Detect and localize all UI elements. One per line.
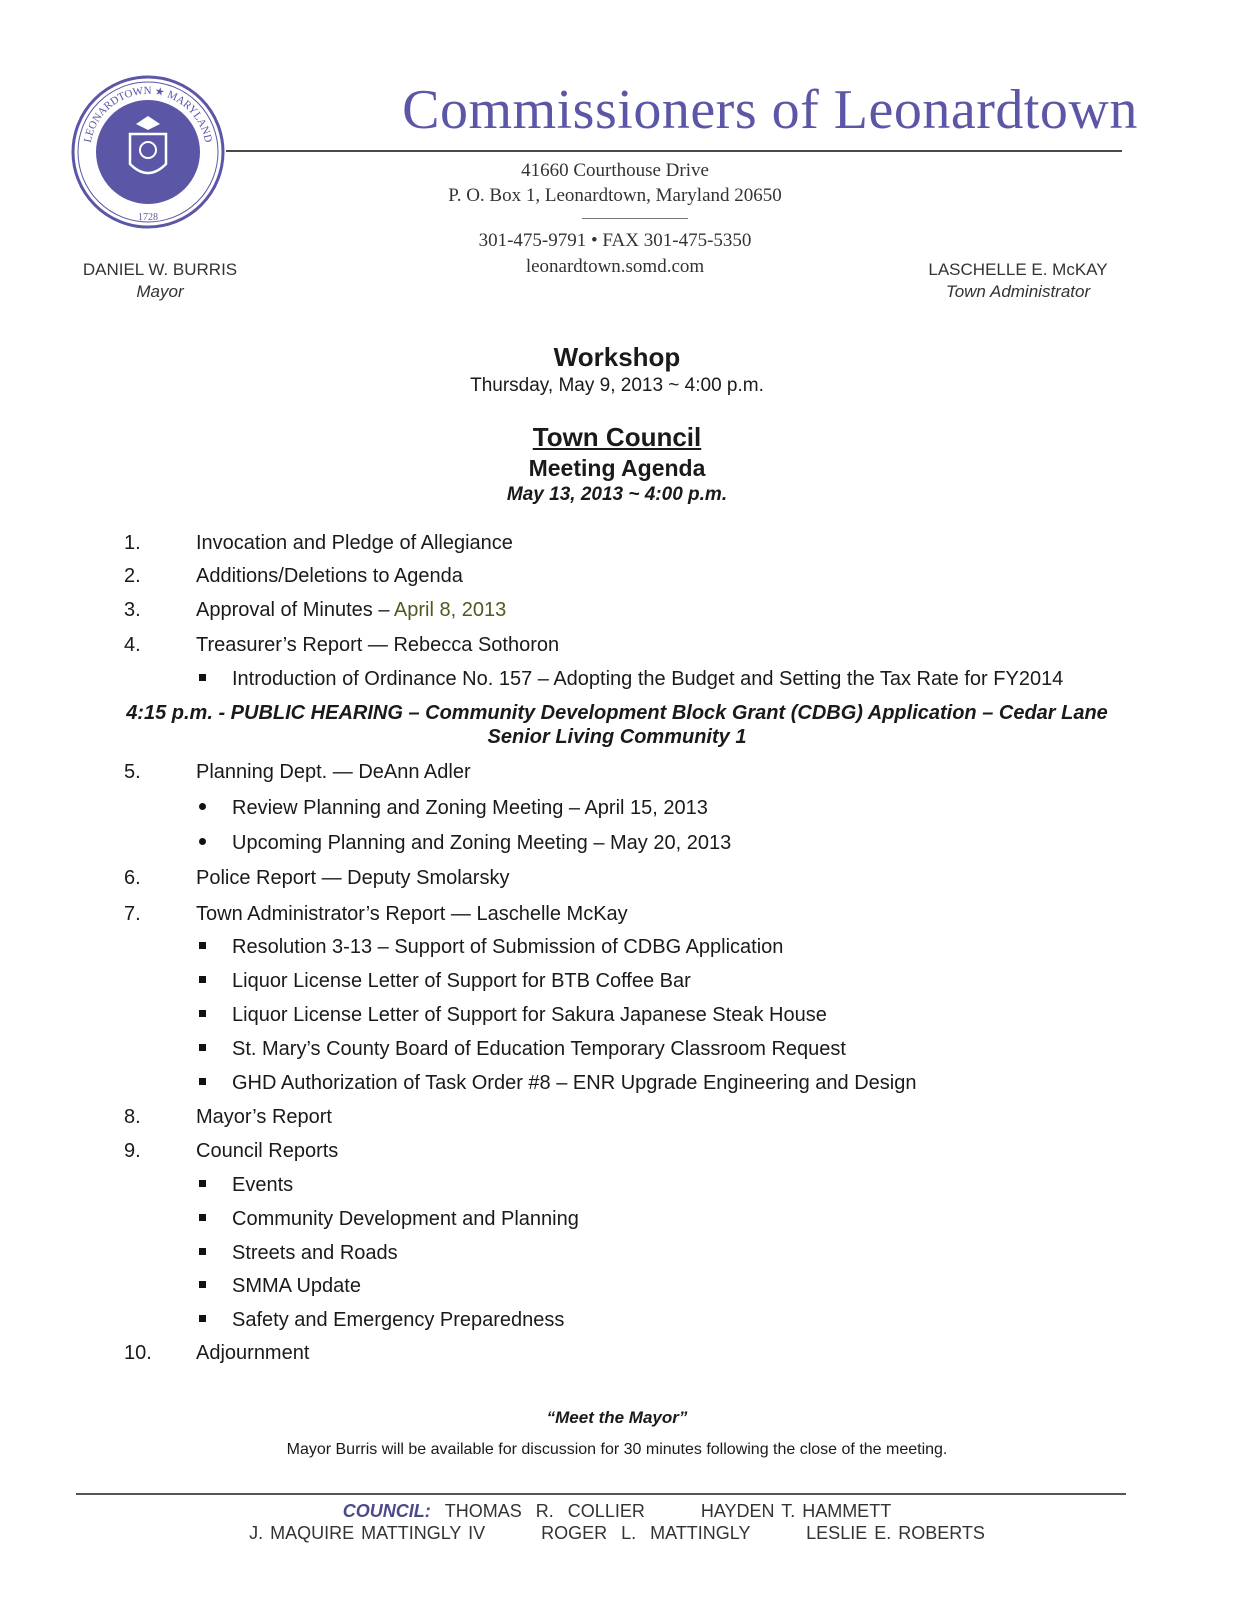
item-7-sub-4: St. Mary’s County Board of Education Temporary Classroom Request xyxy=(232,1038,846,1060)
item-9-sub-4: SMMA Update xyxy=(232,1275,361,1297)
letterhead-rule xyxy=(226,150,1122,152)
item-3 xyxy=(196,598,506,622)
item-7-sub-2: Liquor License Letter of Support for BTB Coffee Bar xyxy=(232,970,691,992)
item-5-number: 5. xyxy=(124,761,141,783)
item-7-sub-3: Liquor License Letter of Support for Sakura Japanese Steak House xyxy=(232,1004,827,1026)
item-7-sub-1: Resolution 3-13 – Support of Submission of CDBG Application xyxy=(232,936,784,958)
administrator-block xyxy=(898,259,1138,303)
item-2-number: 2. xyxy=(124,565,141,587)
meeting-agenda-title: Meeting Agenda xyxy=(528,455,706,481)
meet-the-mayor-text: Mayor Burris will be available for discussion for 30 minutes following the close of the meeting. xyxy=(286,1441,948,1458)
item-10-number: 10. xyxy=(124,1342,152,1364)
mayor-title: Mayor xyxy=(136,282,184,301)
phone-fax: 301-475-9791 • FAX 301-475-5350 xyxy=(478,230,752,251)
bullet-icon xyxy=(199,1078,206,1085)
address-line-2: P. O. Box 1, Leonardtown, Maryland 20650 xyxy=(448,185,782,206)
workshop-date: Thursday, May 9, 2013 ~ 4:00 p.m. xyxy=(470,375,764,396)
seal-year: 1728 xyxy=(138,212,158,223)
item-8-text: Mayor’s Report xyxy=(196,1106,332,1128)
bullet-icon xyxy=(199,1214,206,1221)
item-3-date: April 8, 2013 xyxy=(393,599,507,621)
item-9-text: Council Reports xyxy=(196,1140,339,1162)
item-1-number: 1. xyxy=(124,532,141,554)
mayor-name: DANIEL W. BURRIS xyxy=(82,260,238,279)
bullet-icon xyxy=(199,1180,206,1187)
item-9-sub-5: Safety and Emergency Preparedness xyxy=(232,1309,565,1331)
item-9-sub-2: Community Development and Planning xyxy=(232,1208,579,1230)
seal-text: LEONARDTOWN ★ MARYLAND xyxy=(81,84,215,144)
item-5-sub-2: Upcoming Planning and Zoning Meeting – May 20, 2013 xyxy=(232,832,732,854)
address-separator xyxy=(582,218,688,219)
letterhead-title: Commissioners of Leonardtown xyxy=(402,79,1138,141)
item-6-text: Police Report — Deputy Smolarsky xyxy=(196,867,510,889)
mayor-block xyxy=(50,259,270,303)
bullet-icon xyxy=(199,1044,206,1051)
workshop-title: Workshop xyxy=(553,342,681,372)
council-line-2: J. MAQUIRE MATTINGLY IV ROGER L. MATTINGLY LESLIE E. ROBERTS xyxy=(249,1523,985,1543)
council-label: COUNCIL: xyxy=(342,1501,445,1521)
bullet-icon xyxy=(199,976,206,983)
meet-the-mayor-title: “Meet the Mayor” xyxy=(546,1408,688,1427)
item-4-sub-1: Introduction of Ordinance No. 157 – Adopting the Budget and Setting the Tax Rate for FY2014 xyxy=(232,668,1064,690)
item-4-number: 4. xyxy=(124,634,141,656)
seal-graphic xyxy=(70,74,226,230)
bullet-icon xyxy=(199,1281,206,1288)
footer-rule xyxy=(76,1493,1126,1495)
council-members-1: THOMAS R. COLLIER HAYDEN T. HAMMETT xyxy=(444,1501,892,1521)
item-3-number: 3. xyxy=(124,599,141,621)
item-8-number: 8. xyxy=(124,1106,141,1128)
item-10-text: Adjournment xyxy=(196,1342,310,1364)
item-9-sub-1: Events xyxy=(232,1174,294,1196)
item-4-text: Treasurer’s Report — Rebecca Sothoron xyxy=(196,634,560,656)
item-7-number: 7. xyxy=(124,903,141,925)
public-hearing-line-2: Senior Living Community 1 xyxy=(487,726,747,748)
meeting-date: May 13, 2013 ~ 4:00 p.m. xyxy=(506,484,728,505)
bullet-icon xyxy=(199,803,206,810)
council-line-1 xyxy=(0,1501,1234,1522)
item-2-text: Additions/Deletions to Agenda xyxy=(196,565,463,587)
public-hearing-line-1: 4:15 p.m. - PUBLIC HEARING – Community Development Block Grant (CDBG) Application – Cedar Lane xyxy=(126,702,1108,724)
item-9-number: 9. xyxy=(124,1140,141,1162)
administrator-title: Town Administrator xyxy=(945,282,1091,301)
administrator-name: LASCHELLE E. McKAY xyxy=(928,260,1108,279)
item-3-text: Approval of Minutes – xyxy=(196,599,394,621)
item-9-sub-3: Streets and Roads xyxy=(232,1242,398,1264)
bullet-icon xyxy=(199,838,206,845)
item-1-text: Invocation and Pledge of Allegiance xyxy=(196,532,513,554)
bullet-icon xyxy=(199,1315,206,1322)
item-7-sub-5: GHD Authorization of Task Order #8 – ENR Upgrade Engineering and Design xyxy=(232,1072,917,1094)
website: leonardtown.somd.com xyxy=(525,256,705,277)
bullet-icon xyxy=(199,674,206,681)
bullet-icon xyxy=(199,1248,206,1255)
item-5-text: Planning Dept. — DeAnn Adler xyxy=(196,761,471,783)
address-line-1: 41660 Courthouse Drive xyxy=(521,160,709,181)
item-7-text: Town Administrator’s Report — Laschelle McKay xyxy=(196,903,628,925)
item-6-number: 6. xyxy=(124,867,141,889)
town-council-title: Town Council xyxy=(532,422,702,452)
bullet-icon xyxy=(199,942,206,949)
item-5-sub-1: Review Planning and Zoning Meeting – April 15, 2013 xyxy=(232,797,708,819)
bullet-icon xyxy=(199,1010,206,1017)
town-seal xyxy=(70,74,226,230)
